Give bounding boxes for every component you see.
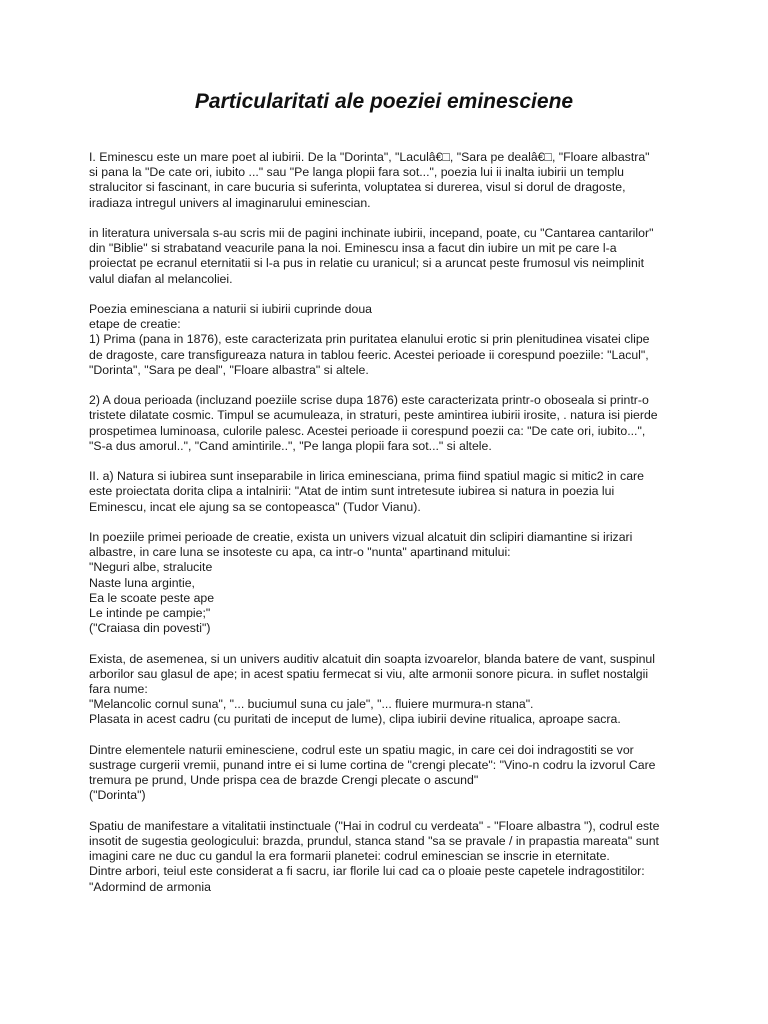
paragraph <box>89 652 679 728</box>
text-line: de dragoste, care transfigureaza natura in tablou feeric. Acestei perioade ii corespund poeziile: "Lacul", <box>89 347 649 362</box>
text-line: proiectat pe ecranul eternitatii si l-a pus in relatie cu uranicul; si a aruncat peste frumosul vis neimplinit <box>89 256 644 271</box>
paragraph <box>89 226 679 287</box>
text-line: tristete dilatate cosmic. Timpul se acumuleaza, in straturi, peste amintirea iubirii irosite, . natura isi pierde <box>89 408 658 423</box>
document-title: Particularitati ale poeziei eminesciene <box>194 90 574 113</box>
text-line: "Adormind de armonia <box>89 879 211 894</box>
text-line: din "Biblie" si strabatand veacurile pana la noi. Eminescu insa a facut din iubire un mit pe care l-a <box>89 241 617 256</box>
text-line: "S-a dus amorul..", "Cand amintirile..", "Pe langa plopii fara sot..." si altele. <box>89 438 492 453</box>
text-line: Poezia eminesciana a naturii si iubirii cuprinde doua <box>89 302 372 316</box>
text-line: prospetimea luminoasa, culorile palesc. Acestei perioade ii corespund poezii ca: "De cate ori, iubito...", <box>89 423 646 438</box>
text-line: este proiectata dorita clipa a intalnirii: "Atat de intim sunt intretesute iubirea si natura in poezia lui <box>89 484 615 499</box>
paragraph <box>89 469 679 515</box>
poem-source: ("Dorinta") <box>89 788 146 803</box>
text-line: in literatura universala s-au scris mii de pagini inchinate iubirii, incepand, poate, cu "Cantarea cantarilor" <box>89 226 654 240</box>
text-line: 2) A doua perioada (incluzand poeziile scrise dupa 1876) este caracterizata printr-o oboseala si printr-o <box>89 393 649 408</box>
document-body <box>89 150 679 910</box>
paragraph <box>89 393 679 454</box>
text-line: 1) Prima (pana in 1876), este caracterizata prin puritatea elanului erotic si prin plenitudinea visatei clipe <box>89 332 650 347</box>
text-line: In poeziile primei perioade de creatie, exista un univers vizual alcatuit din sclipiri diamantine si irizari <box>89 530 633 544</box>
poem-line: "Neguri albe, stralucite <box>89 560 213 575</box>
paragraph <box>89 819 679 895</box>
text-line: tremura pe prund, Unde prispa cea de brazde Crengi plecate o ascund" <box>89 773 479 788</box>
text-line: Dintre elementele naturii eminesciene, codrul este un spatiu magic, in care cei doi indragostiti se vor <box>89 742 634 757</box>
poem-line: Ea le scoate peste ape <box>89 590 215 605</box>
text-line: Exista, de asemenea, si un univers auditiv alcatuit din soapta izvoarelor, blanda batere de vant, suspinul <box>89 651 655 666</box>
text-line: si pana la "De cate ori, iubito ..." sau "Pe langa plopii fara sot...", poezia lui ii inalta iubirii un templu <box>89 165 624 180</box>
text-line: Spatiu de manifestare a vitalitatii instinctuale ("Hai in codrul cu verdeata" - "Floare albastra "), codrul este <box>89 818 660 833</box>
text-line: Eminescu, incat ele ajung sa se contopeasca" (Tudor Vianu). <box>89 499 421 514</box>
poem-line: Naste luna argintie, <box>89 575 195 590</box>
text-line: sustrage curgerii vremii, punand intre ei si lume cortina de "crengi plecate": "Vino-n codru la izvorul Care <box>89 758 656 773</box>
text-line: iradiaza intregul univers al imaginarului eminescian. <box>89 195 371 210</box>
text-line: Plasata in acest cadru (cu puritati de inceput de lume), clipa iubirii devine ritualica, aproape sacra. <box>89 712 621 727</box>
paragraph <box>89 530 679 636</box>
text-line: fara nume: <box>89 682 148 697</box>
text-line: Dintre arbori, teiul este considerat a fi sacru, iar florile lui cad ca o ploaie peste capetele indragostitilor: <box>89 864 645 879</box>
text-line: valul diafan al melancoliei. <box>89 271 233 286</box>
text-line: arborilor sau glasul de ape; in acest spatiu fermecat si viu, alte armonii sonore picura. in suflet nostalgii <box>89 666 649 681</box>
text-line: stralucitor si fascinant, in care bucuria si suferinta, voluptatea si durerea, visul si dorul de dragoste, <box>89 180 626 195</box>
text-line: "Melancolic cornul suna", "... buciumul suna cu jale", "... fluiere murmura-n stana". <box>89 697 534 712</box>
paragraph <box>89 150 679 211</box>
text-line: imagini care ne duc cu gandul la era formarii planetei: codrul eminescian se inscrie in eternitate. <box>89 849 610 864</box>
poem-line: Le intinde pe campie;" <box>89 606 211 621</box>
text-line: etape de creatie: <box>89 317 181 332</box>
text-line: I. Eminescu este un mare poet al iubirii. De la "Dorinta", "Laculâ€□, "Sara pe dealâ€□, "Floare albastra" <box>89 150 650 164</box>
paragraph <box>89 302 679 378</box>
text-line: "Dorinta", "Sara pe deal", "Floare albastra" si altele. <box>89 362 369 377</box>
text-line: albastre, in care luna se insoteste cu apa, ca intr-o "nunta" apartinand mitului: <box>89 545 511 560</box>
poem-source: ("Craiasa din povesti") <box>89 621 211 636</box>
paragraph <box>89 743 679 804</box>
text-line: insotit de sugestia geologicului: brazda, prundul, stanca stand "sa se pravale / in prapastia mareata" sunt <box>89 834 659 849</box>
text-line: II. a) Natura si iubirea sunt inseparabile in lirica eminesciana, prima fiind spatiul magic si mitic2 in care <box>89 469 644 484</box>
